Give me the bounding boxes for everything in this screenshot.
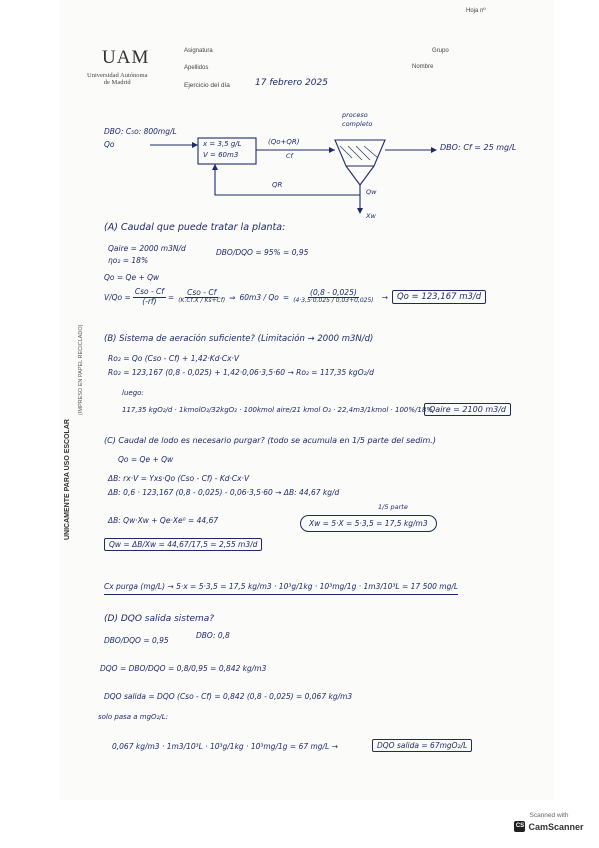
eq-frac-4: $\frac{(0,8 - 0,025)}{(4\cdot 3,5\cdot 0,025 / 0,03+0,025)}$ bbox=[293, 287, 374, 305]
inlet-flow-label: Qo bbox=[104, 140, 115, 149]
section-d-line1: DQO = DBO/DQO = 0,8/0,95 = 0,842 kg/m3 bbox=[100, 664, 267, 673]
university-line1: Universidad Autónoma bbox=[87, 72, 148, 79]
section-b-result: Qaire = 2100 m3/d bbox=[424, 403, 511, 416]
process-diagram bbox=[0, 0, 599, 230]
section-a-balance: Qo = Qe + Qw bbox=[104, 273, 160, 282]
eq-frac-2: $\frac{\text{Cso - Cf}}{(K.Cf.X / Ks+Cf)}$ bbox=[178, 287, 226, 305]
camscanner-logo-icon: CS bbox=[514, 821, 525, 832]
sidebar-paper-note: (IMPRESO EN PAPEL RECICLADO) bbox=[78, 324, 84, 415]
section-d-title: (D) DQO salida sistema? bbox=[104, 614, 215, 624]
waste-flow-label: Qw bbox=[366, 188, 377, 196]
section-a-air: Qaire = 2000 m3N/d bbox=[108, 244, 186, 253]
section-c-xw: Xw = 5·X = 5·3,5 = 17,5 kg/m3 bbox=[300, 515, 437, 532]
ejercicio-label: Ejercicio del día bbox=[184, 82, 230, 89]
recycle-line bbox=[215, 164, 360, 195]
reactor-concentration: x = 3,5 g/L bbox=[203, 140, 242, 148]
sidebar-notice: UNICAMENTE PARA USO ESCOLAR bbox=[64, 419, 71, 540]
asignatura-label: Asignatura bbox=[184, 48, 213, 54]
section-c-note: 1/5 parte bbox=[378, 503, 408, 511]
hoja-label: Hoja nº bbox=[466, 8, 486, 14]
eq-frac-3: 60m3 / Qo bbox=[239, 292, 279, 302]
section-d-ratio: DBO/DQO = 0,95 bbox=[104, 636, 169, 645]
section-c-line4: ΔB: Qw·Xw + Qe·Xe⁰ = 44,67 bbox=[108, 516, 219, 525]
flow-label: (Qo+QR) bbox=[268, 138, 300, 146]
section-b-line1: Ro₂ = Qo (Cso - Cf) + 1,42·Kd·Cx·V bbox=[108, 354, 240, 363]
section-d-dbo: DBO: 0,8 bbox=[196, 631, 230, 640]
flow-sub-label: Cf bbox=[286, 152, 293, 160]
section-a-ratio: DBO/DQO = 95% = 0,95 bbox=[216, 248, 309, 257]
clarifier-label: proceso bbox=[342, 111, 368, 119]
section-c-title: (C) Caudal de lodo es necesario purgar? (todo se acumula en 1/5 parte del sedim.) bbox=[104, 436, 436, 445]
clarifier-shape bbox=[335, 140, 385, 166]
exam-date: 17 febrero 2025 bbox=[255, 78, 328, 88]
section-c-line2: ΔB: rx·V = Yxs·Qo (Cso - Cf) - Kd·Cx·V bbox=[108, 474, 250, 483]
waste-conc-label: Xw bbox=[366, 212, 376, 220]
section-a-title: (A) Caudal que puede tratar la planta: bbox=[104, 222, 286, 233]
recycle-label: QR bbox=[272, 181, 283, 189]
section-b-title: (B) Sistema de aeración suficiente? (Limitación → 2000 m3N/d) bbox=[104, 334, 374, 344]
section-d-line3: solo pasa a mgO₂/L: bbox=[98, 713, 168, 721]
section-d-line4: 0,067 kg/m3 · 1m3/10³L · 10³g/1kg · 10³mg/1g = 67 mg/L → bbox=[112, 742, 338, 751]
camscanner-caption: Scanned with bbox=[529, 812, 569, 819]
section-a-result: Qo = 123,167 m3/d bbox=[392, 290, 486, 304]
section-c-qw-result: Qw = ΔB/Xw = 44,67/17,5 = 2,55 m3/d bbox=[104, 538, 262, 551]
reactor-volume: V = 60m3 bbox=[203, 151, 239, 159]
apellidos-label: Apellidos bbox=[184, 65, 209, 71]
eq-frac-1: $\frac{\text{Cso - Cf}}{(-rf)}$ bbox=[134, 287, 164, 306]
section-d-line2: DQO salida = DQO (Cso - Cf) = 0,842 (0,8 - 0,025) = 0,067 kg/m3 bbox=[104, 692, 353, 701]
section-a-efficiency: ηo₂ = 18% bbox=[108, 256, 149, 265]
clarifier-label2: completo bbox=[342, 120, 373, 128]
section-c-purge: Cx purga (mg/L) → 5·x = 5·3,5 = 17,5 kg/m3 · 10³g/1kg · 10³mg/1g · 1m3/10³L = 17 500 mg/L bbox=[104, 582, 458, 595]
section-b-calc: 117,35 kgO₂/d · 1kmolO₂/32kgO₂ · 100kmol aire/21 kmol O₂ · 22,4m3/1kmol · 100%/18% bbox=[122, 406, 433, 414]
eq-lhs: V/Qo = bbox=[104, 292, 131, 302]
section-d-result: DQO salida = 67mgO₂/L bbox=[372, 739, 472, 752]
section-c-line3: ΔB: 0,6 · 123,167 (0,8 - 0,025) - 0,06·3,5·60 → ΔB: 44,67 kg/d bbox=[108, 488, 340, 497]
section-b-line2: Ro₂ = 123,167 (0,8 - 0,025) + 1,42·0,06·3,5·60 → Ro₂ = 117,35 kgO₂/d bbox=[108, 368, 374, 377]
outlet-label: DBO: Cf = 25 mg/L bbox=[440, 143, 517, 152]
section-a-equation: V/Qo = $\frac{\text{Cso - Cf}}{(-rf)}$ = $\frac{\text{Cso - Cf}}{(K.Cf.X / Ks+Cf)}$ ⇒ 60m3 / Qo = $\frac{(0,8 - 0,025)}{(4\cdot 3,5\cdot 0,025 / 0,03+0,025)}$ → Qo = 123,167 m3/d bbox=[104, 288, 486, 306]
section-b-luego: luego: bbox=[122, 389, 144, 397]
camscanner-brand: CamScanner bbox=[528, 821, 584, 832]
nombre-label: Nombre bbox=[412, 64, 434, 70]
university-line2: de Madrid bbox=[103, 79, 131, 86]
uam-logo: UAM bbox=[102, 47, 150, 68]
inlet-label: DBO: C₅o: 800mg/L bbox=[104, 127, 177, 136]
camscanner-badge bbox=[506, 812, 592, 842]
grupo-label: Grupo bbox=[432, 48, 449, 54]
section-c-line1: Qo = Qe + Qw bbox=[118, 455, 174, 464]
